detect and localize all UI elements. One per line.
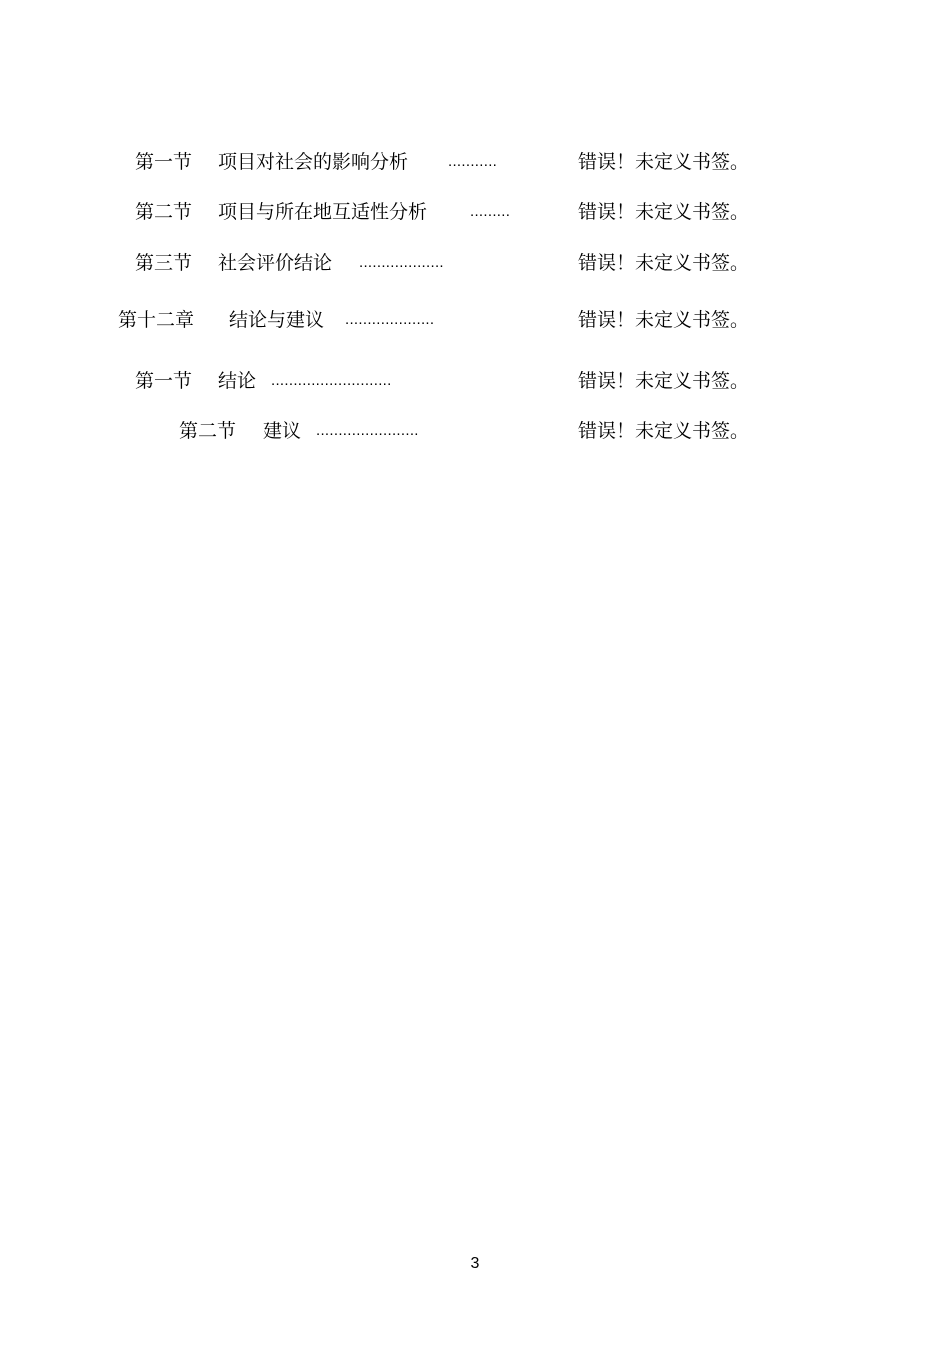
toc-entry-leader: ................... xyxy=(359,254,444,271)
toc-entry-leader: ....................... xyxy=(316,422,419,439)
toc-entry-section-suggestions[interactable] xyxy=(0,418,950,444)
toc-entry-leader: .................... xyxy=(345,311,435,328)
toc-entry-page-ref: 错误！未定义书签。 xyxy=(578,252,750,274)
toc-entry-page-ref: 错误！未定义书签。 xyxy=(578,151,750,173)
toc-entry-number: 第三节 xyxy=(135,252,193,274)
toc-entry-section-1[interactable] xyxy=(0,149,950,175)
toc-entry-number: 第二节 xyxy=(135,201,193,223)
toc-entry-title: 社会评价结论 xyxy=(218,252,333,274)
toc-entry-leader: ......... xyxy=(470,203,511,220)
toc-entry-section-conclusion[interactable] xyxy=(0,368,950,394)
toc-entry-page-ref: 错误！未定义书签。 xyxy=(578,309,750,331)
toc-entry-section-3[interactable] xyxy=(0,250,950,276)
toc-entry-title: 结论与建议 xyxy=(229,309,325,331)
toc-entry-number: 第一节 xyxy=(135,370,193,392)
toc-entry-title: 项目对社会的影响分析 xyxy=(218,151,409,173)
toc-entry-leader: ........................... xyxy=(271,372,392,389)
toc-entry-page-ref: 错误！未定义书签。 xyxy=(578,201,750,223)
page-number: 3 xyxy=(470,1255,480,1272)
toc-entry-title: 结论 xyxy=(218,370,257,392)
toc-entry-title: 项目与所在地互适性分析 xyxy=(218,201,428,223)
toc-entry-number: 第一节 xyxy=(135,151,193,173)
toc-entry-title: 建议 xyxy=(263,420,302,442)
toc-entry-chapter-12[interactable] xyxy=(0,307,950,333)
toc-entry-page-ref: 错误！未定义书签。 xyxy=(578,370,750,392)
toc-entry-leader: ........... xyxy=(448,153,498,170)
toc-entry-number: 第二节 xyxy=(179,420,237,442)
toc-entry-section-2[interactable] xyxy=(0,199,950,225)
toc-entry-page-ref: 错误！未定义书签。 xyxy=(578,420,750,442)
toc-entry-number: 第十二章 xyxy=(118,309,195,331)
